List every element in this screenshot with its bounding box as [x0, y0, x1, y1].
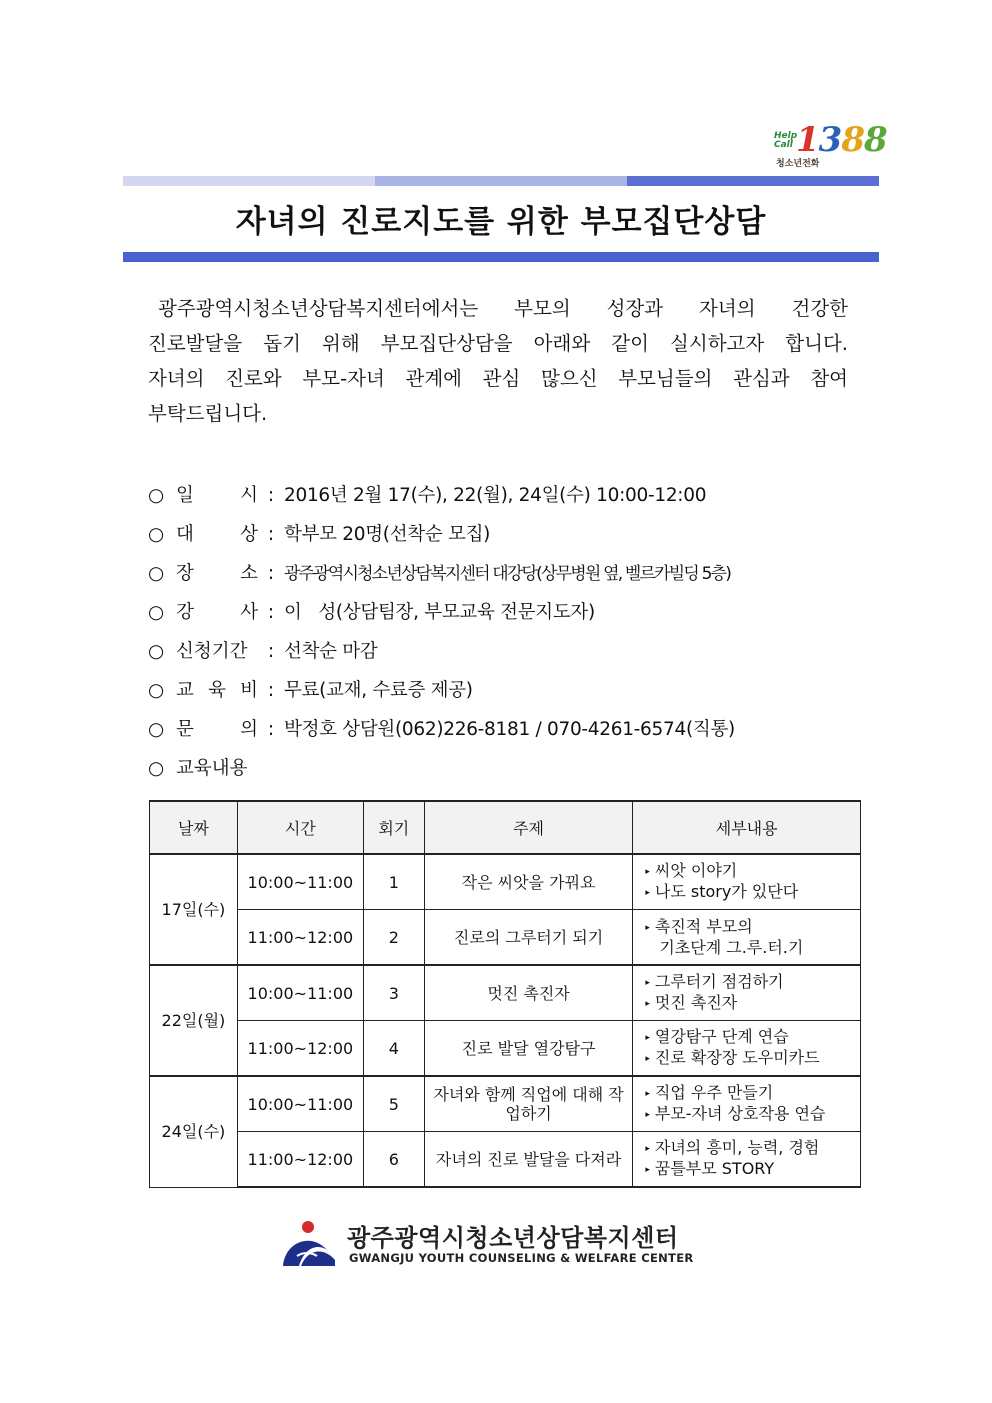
logo-caption: 청소년전화 [776, 159, 820, 169]
info-value: 이 성(상담팀장, 부모교육 전문지도자) [284, 602, 595, 623]
table-row [150, 1132, 861, 1188]
details-cell [633, 910, 861, 966]
session-no-cell: 2 [363, 910, 424, 966]
table-row [150, 1076, 861, 1132]
info-value: 학부모 20명(선착순 모집) [284, 524, 491, 545]
intro-line: 진로발달을 돕기 위해 부모집단상담을 아래와 같이 실시하고자 합니다. [148, 332, 848, 355]
detail-item: ▸ 나도 story가 있단다 [645, 882, 799, 901]
session-no-cell: 6 [363, 1132, 424, 1188]
info-value: 무료(교재, 수료증 제공) [284, 680, 473, 701]
info-row-target [148, 517, 888, 556]
circle-bullet: ○ [148, 563, 165, 584]
info-label: 대 상 [176, 524, 258, 545]
circle-bullet: ○ [148, 680, 165, 701]
intro-line: 부탁드립니다. [148, 402, 268, 425]
header-time: 시간 [237, 801, 363, 854]
info-label: 강 사 [176, 602, 258, 623]
date-cell: 22일(월) [150, 965, 238, 1076]
info-row-apply-period [148, 634, 888, 673]
triangle-bullet-icon: ▸ [645, 1089, 650, 1099]
info-row-content [148, 751, 888, 790]
info-label: 일 시 [176, 485, 258, 506]
topic-cell: 자녀와 함께 직업에 대해 작업하기 [424, 1076, 633, 1132]
page-title: 자녀의 진로지도를 위한 부모집단상담 [235, 204, 767, 240]
top-decor-bar [123, 176, 879, 186]
info-value: 광주광역시청소년상담복지센터 대강당(상무병원 옆, 벨르카빌딩 5층) [284, 564, 731, 584]
info-colon: : [267, 641, 275, 662]
schedule-table [149, 800, 861, 1188]
info-label: 교육내용 [176, 758, 248, 779]
info-value: 2016년 2월 17(수), 22(월), 24일(수) 10:00-12:00 [284, 485, 707, 506]
info-row-lecturer [148, 595, 888, 634]
table-header-row [150, 801, 861, 854]
detail-item: 기초단계 그.루.터.기 [659, 938, 804, 957]
info-colon: : [267, 485, 275, 506]
center-name-en: GWANGJU YOUTH COUNSELING & WELFARE CENTER [349, 1251, 694, 1265]
detail-item: ▸ 씨앗 이야기 [645, 861, 738, 880]
table-row [150, 1021, 861, 1077]
circle-bullet: ○ [148, 524, 165, 545]
top-bar-segment-mid [375, 176, 627, 186]
topic-cell: 진로의 그루터기 되기 [424, 910, 633, 966]
time-cell: 11:00~12:00 [237, 1021, 363, 1077]
center-logo [281, 1218, 721, 1270]
triangle-bullet-icon: ▸ [645, 1110, 650, 1120]
helpcall-1388-logo [770, 118, 887, 170]
details-cell [633, 1021, 861, 1077]
triangle-bullet-icon: ▸ [645, 923, 650, 933]
header-details: 세부내용 [633, 801, 861, 854]
topic-cell: 자녀의 진로 발달을 다져라 [424, 1132, 633, 1188]
info-label: 교 육 비 [176, 680, 258, 701]
intro-paragraph [148, 291, 848, 431]
detail-item: ▸ 그루터기 점검하기 [645, 972, 784, 991]
detail-item: ▸ 자녀의 흥미, 능력, 경험 [645, 1138, 820, 1157]
info-value: 선착순 마감 [284, 641, 378, 662]
detail-item: ▸ 멋진 촉진자 [645, 993, 738, 1012]
triangle-bullet-icon: ▸ [645, 999, 650, 1009]
top-bar-segment-light [123, 176, 375, 186]
details-cell [633, 965, 861, 1021]
date-cell: 17일(수) [150, 854, 238, 965]
session-no-cell: 3 [363, 965, 424, 1021]
triangle-bullet-icon: ▸ [645, 888, 650, 898]
details-cell [633, 854, 861, 910]
helpcall-text: Help Call [774, 131, 798, 150]
time-cell: 10:00~11:00 [237, 965, 363, 1021]
info-label: 장 소 [176, 563, 258, 584]
detail-item: ▸ 촉진적 부모의 [645, 917, 753, 936]
detail-item: ▸ 꿈틀부모 STORY [645, 1159, 775, 1178]
info-row-place [148, 556, 888, 595]
session-no-cell: 1 [363, 854, 424, 910]
triangle-bullet-icon: ▸ [645, 1144, 650, 1154]
triangle-bullet-icon: ▸ [645, 1054, 650, 1064]
circle-bullet: ○ [148, 719, 165, 740]
circle-bullet: ○ [148, 641, 165, 662]
center-name-ko: 광주광역시청소년상담복지센터 [347, 1224, 679, 1252]
intro-line: 자녀의 진로와 부모-자녀 관계에 관심 많으신 부모님들의 관심과 참여 [148, 367, 848, 390]
header-session: 회기 [363, 801, 424, 854]
triangle-bullet-icon: ▸ [645, 1165, 650, 1175]
detail-item: ▸ 열강탐구 단계 연습 [645, 1027, 789, 1046]
info-colon: : [267, 563, 275, 584]
info-row-date [148, 478, 888, 517]
info-row-fee [148, 673, 888, 712]
title-underline-bar [123, 252, 879, 262]
time-cell: 11:00~12:00 [237, 1132, 363, 1188]
circle-bullet: ○ [148, 602, 165, 623]
topic-cell: 진로 발달 열강탐구 [424, 1021, 633, 1077]
info-colon: : [267, 719, 275, 740]
logo-number: 1388 [796, 120, 887, 160]
triangle-bullet-icon: ▸ [645, 978, 650, 988]
info-row-contact [148, 712, 888, 751]
table-row [150, 965, 861, 1021]
circle-bullet: ○ [148, 485, 165, 506]
date-cell: 24일(수) [150, 1076, 238, 1187]
header-topic: 주제 [424, 801, 633, 854]
detail-item: ▸ 진로 확장장 도우미카드 [645, 1048, 820, 1067]
session-no-cell: 4 [363, 1021, 424, 1077]
info-value: 박정호 상담원(062)226-8181 / 070-4261-6574(직통) [284, 719, 735, 740]
time-cell: 10:00~11:00 [237, 1076, 363, 1132]
info-list [148, 478, 888, 790]
time-cell: 11:00~12:00 [237, 910, 363, 966]
topic-cell: 멋진 촉진자 [424, 965, 633, 1021]
time-cell: 10:00~11:00 [237, 854, 363, 910]
details-cell [633, 1076, 861, 1132]
info-colon: : [267, 602, 275, 623]
info-label: 문 의 [176, 719, 258, 740]
info-colon: : [267, 680, 275, 701]
detail-item: ▸ 부모-자녀 상호작용 연습 [645, 1104, 826, 1123]
intro-line: 광주광역시청소년상담복지센터에서는 부모의 성장과 자녀의 건강한 [158, 297, 848, 320]
details-cell [633, 1132, 861, 1188]
circle-bullet: ○ [148, 758, 165, 779]
detail-item: ▸ 직업 우주 만들기 [645, 1083, 774, 1102]
center-emblem-icon [281, 1220, 337, 1268]
triangle-bullet-icon: ▸ [645, 867, 650, 877]
info-label: 신청기간 [176, 641, 248, 662]
table-row [150, 910, 861, 966]
header-date: 날짜 [150, 801, 238, 854]
info-colon: : [267, 524, 275, 545]
triangle-bullet-icon: ▸ [645, 1033, 650, 1043]
topic-cell: 작은 씨앗을 가꿔요 [424, 854, 633, 910]
session-no-cell: 5 [363, 1076, 424, 1132]
table-row [150, 854, 861, 910]
top-bar-segment-dark [627, 176, 879, 186]
